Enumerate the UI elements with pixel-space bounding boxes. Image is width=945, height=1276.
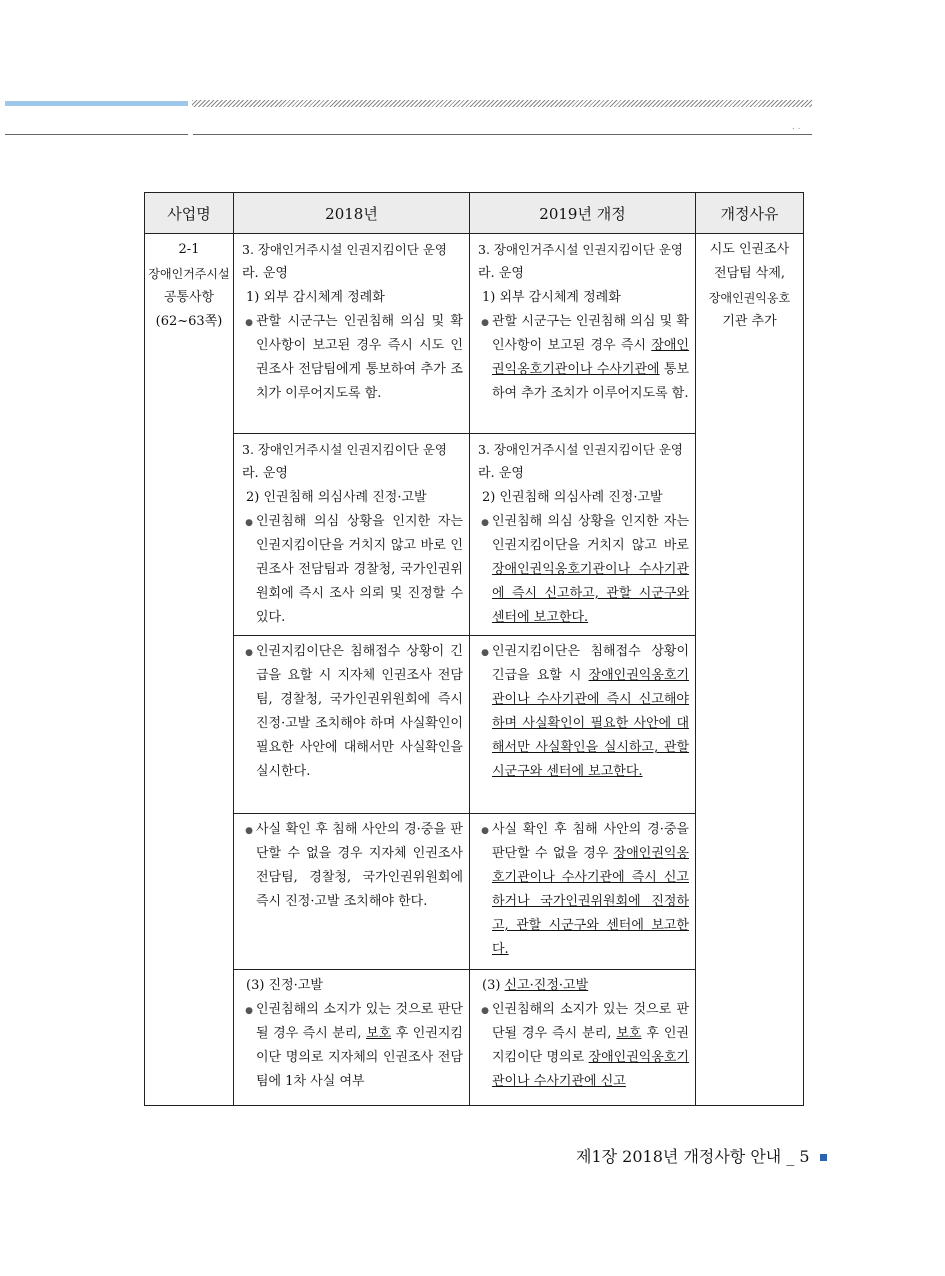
header-reason: 개정사유 <box>696 193 804 234</box>
new-cell-1 <box>470 234 696 434</box>
new-cell-3 <box>470 636 696 814</box>
new-1-text-b: 통보하여 추가 조치가 이루어지도록 함. <box>492 362 690 401</box>
list-item <box>242 998 463 1094</box>
old-1-item: 1) 외부 감시체계 정례화 <box>246 290 385 305</box>
header-divider-left <box>5 134 188 135</box>
table-row <box>145 234 804 434</box>
old-5-text-a: 인권침해의 소지가 있는 것으로 판단될 경우 즉시 분리, <box>256 1002 463 1041</box>
old-cell-1 <box>234 234 470 434</box>
new-5-heading <box>478 974 689 998</box>
header-dots: . . <box>792 122 801 132</box>
new-1-underlined: 장애인권익옹호기관이나 수사기관에 <box>492 338 689 377</box>
new-5-text-a: 인권침해의 소지가 있는 것으로 판단될 경우 즉시 분리, <box>492 1002 689 1041</box>
list-item <box>478 998 689 1094</box>
header-hatch-band <box>192 100 812 107</box>
header-accent-bar <box>5 101 188 106</box>
new-3-underlined: 장애인권익옹호기관이나 수사기관에 즉시 신고해야 하며 사실확인이 필요한 사안에 대해서만 사실확인을 실시하고, 관할 시군구와 센터에 보고한다. <box>492 668 689 779</box>
bullet-icon: ● <box>481 826 489 836</box>
new-cell-4 <box>470 814 696 970</box>
old-1-subheading: 라. 운영 <box>242 266 288 281</box>
old-5-underlined: 보호 <box>366 1026 392 1041</box>
new-1-text-a: 관할 시군구는 인권침해 의심 및 확인사항이 보고된 경우 즉시 <box>492 314 689 353</box>
bullet-icon: ● <box>481 648 489 658</box>
new-2-underlined: 장애인권익옹호기관이나 수사기관에 즉시 신고하고, 관할 시군구와 센터에 보고한다. <box>492 562 689 625</box>
project-number: 2-1 <box>178 242 200 257</box>
list-item <box>478 510 689 630</box>
list-item <box>242 818 463 914</box>
footer-text: 제1장 2018년 개정사항 안내 _ 5 <box>576 1147 810 1166</box>
bullet-icon: ● <box>245 648 253 658</box>
old-2-subheading: 라. 운영 <box>242 466 288 481</box>
list-item <box>242 310 463 406</box>
bullet-icon: ● <box>245 518 253 528</box>
new-1-item: 1) 외부 감시체계 정례화 <box>482 290 621 305</box>
bullet-icon: ● <box>245 318 253 328</box>
new-5-text-b: 후 인권지킴이단 명의로 <box>492 1026 689 1065</box>
header-2018: 2018년 <box>234 193 470 234</box>
list-item <box>478 310 689 406</box>
old-cell-5 <box>234 970 470 1106</box>
new-3-text-a: 인권지킴이단은 침해접수 상황이 긴급을 요할 시 <box>492 644 689 683</box>
list-item <box>478 818 689 962</box>
header-divider-right <box>193 134 812 135</box>
bullet-icon: ● <box>481 518 489 528</box>
old-2-heading: 3. 장애인거주시설 인권지킴이단 운영 <box>242 442 447 457</box>
bullet-icon: ● <box>481 1006 489 1016</box>
new-4-text-a: 사실 확인 후 침해 사안의 경·중을 판단할 수 없을 경우 <box>492 822 689 861</box>
old-2-item: 2) 인권침해 의심사례 진정·고발 <box>246 490 427 505</box>
old-cell-2 <box>234 434 470 636</box>
new-1-heading: 3. 장애인거주시설 인권지킴이단 운영 <box>478 242 683 257</box>
reason-line-2: 전담팀 삭제, <box>713 266 786 281</box>
old-cell-3 <box>234 636 470 814</box>
new-5-underlined-b: 장애인권익옹호기관이나 수사기관에 신고 <box>492 1050 689 1089</box>
old-4-bullet: 사실 확인 후 침해 사안의 경·중을 판단할 수 없을 경우 지자체 인권조사 전담팀, 경찰청, 국가인권위원회에 즉시 진정·고발 조치해야 한다. <box>256 822 463 909</box>
header-project: 사업명 <box>145 193 234 234</box>
project-pages: (62~63쪽) <box>155 314 223 329</box>
new-5-heading-underlined: 신고·진정·고발 <box>504 978 589 993</box>
new-2-heading: 3. 장애인거주시설 인권지킴이단 운영 <box>478 442 683 457</box>
bullet-icon: ● <box>245 826 253 836</box>
old-1-heading: 3. 장애인거주시설 인권지킴이단 운영 <box>242 242 447 257</box>
header-2019: 2019년 개정 <box>470 193 696 234</box>
list-item <box>478 640 689 784</box>
new-5-underlined-a: 보호 <box>616 1026 642 1041</box>
new-2-text-a: 인권침해 의심 상황을 인지한 자는 인권지킴이단을 거치지 않고 바로 <box>492 514 689 553</box>
new-cell-5 <box>470 970 696 1106</box>
page-footer <box>576 1144 827 1167</box>
new-5-heading-prefix: (3) <box>482 978 505 993</box>
new-4-underlined: 장애인권익옹호기관이나 수사기관에 즉시 신고하거나 국가인권위원회에 진정하고, 관할 시군구와 센터에 보고한다. <box>492 846 689 957</box>
old-2-bullet: 인권침해 의심 상황을 인지한 자는 인권지킴이단을 거치지 않고 바로 인권조사 전담팀과 경찰청, 국가인권위원회에 즉시 조사 의뢰 및 진정할 수 있다. <box>256 514 463 625</box>
old-1-bullet: 관할 시군구는 인권침해 의심 및 확인사항이 보고된 경우 즉시 시도 인권조사 전담팀에게 통보하여 추가 조치가 이루어지도록 함. <box>256 314 463 401</box>
list-item <box>242 640 463 784</box>
new-2-item: 2) 인권침해 의심사례 진정·고발 <box>482 490 663 505</box>
revision-table <box>144 192 804 1106</box>
new-cell-2 <box>470 434 696 636</box>
reason-line-4: 기관 추가 <box>722 314 777 329</box>
project-cell <box>145 234 234 1106</box>
table-header-row <box>145 193 804 234</box>
new-1-subheading: 라. 운영 <box>478 266 524 281</box>
old-5-heading: (3) 진정·고발 <box>246 978 323 993</box>
old-3-bullet: 인권지킴이단은 침해접수 상황이 긴급을 요할 시 지자체 인권조사 전담팀, 경찰청, 국가인권위원회에 즉시 진정·고발 조치해야 하며 사실확인이 필요한 사안에 대해서만 사실확인을 실시한다. <box>256 644 463 779</box>
square-icon <box>820 1154 827 1161</box>
old-5-text-b: 후 인권지킴이단 명의로 지자체의 인권조사 전담팀에 1차 사실 여부 <box>256 1026 463 1089</box>
list-item <box>242 510 463 630</box>
reason-line-1: 시도 인권조사 <box>709 242 790 257</box>
project-category: 공통사항 <box>163 290 215 305</box>
bullet-icon: ● <box>481 318 489 328</box>
old-cell-4 <box>234 814 470 970</box>
bullet-icon: ● <box>245 1006 253 1016</box>
reason-cell <box>696 234 804 1106</box>
reason-line-3: 장애인권익옹호 <box>708 291 791 305</box>
new-2-subheading: 라. 운영 <box>478 466 524 481</box>
project-name: 장애인거주시설 <box>148 267 230 281</box>
